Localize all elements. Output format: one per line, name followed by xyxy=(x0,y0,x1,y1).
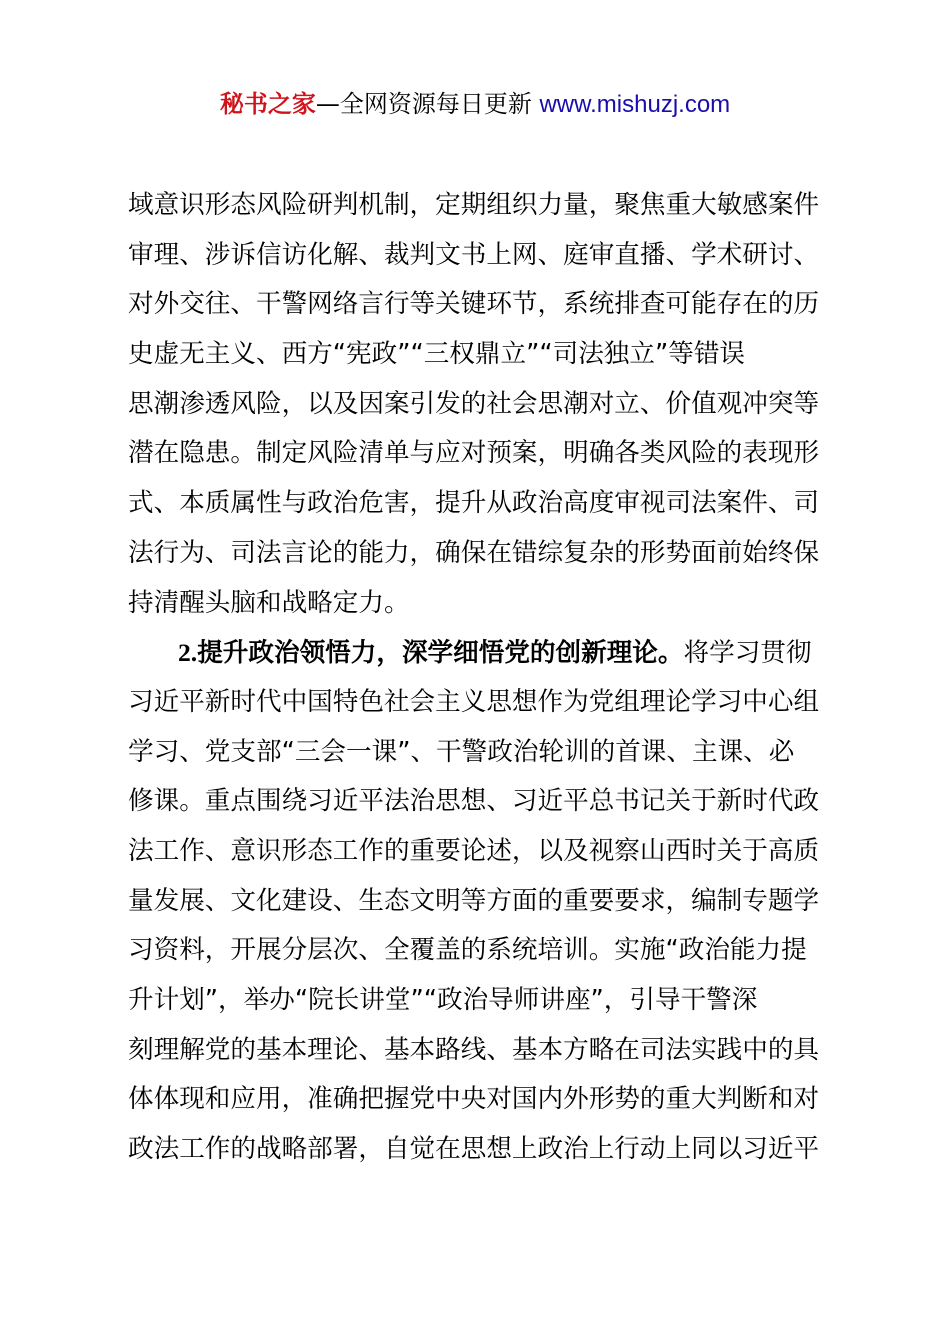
section-heading: 提升政治领悟力，深学细悟党的创新理论。 xyxy=(197,638,684,669)
text-line: 法工作、意识形态工作的重要论述，以及视察山西时关于高质 xyxy=(128,835,820,866)
section-number: 2. xyxy=(178,638,198,668)
paragraph-heading-line xyxy=(128,628,838,678)
text-line: 持清醒头脑和战略定力。 xyxy=(128,587,410,618)
text-line: 政法工作的战略部署，自觉在思想上政治上行动上同以习近平 xyxy=(128,1134,820,1165)
text-line: 潜在隐患。制定风险清单与应对预案，明确各类风险的表现形 xyxy=(128,438,820,469)
text-line: 思潮渗透风险，以及因案引发的社会思潮对立、价值观冲突等 xyxy=(128,388,820,419)
text-line: 法行为、司法言论的能力，确保在错综复杂的形势面前始终保 xyxy=(128,537,820,568)
header-tagline: —全网资源每日更新 xyxy=(315,90,540,118)
text-line: 量发展、文化建设、生态文明等方面的重要要求，编制专题学 xyxy=(128,885,820,916)
text-line: 修课。重点围绕习近平法治思想、习近平总书记关于新时代政 xyxy=(128,786,820,817)
site-header xyxy=(0,86,950,123)
paragraph-1 xyxy=(128,181,838,628)
paragraph-2 xyxy=(128,628,838,1175)
site-url-link[interactable]: www.mishuzj.com xyxy=(539,91,731,118)
text-line: 升计划”，举办“院长讲堂”“政治导师讲座”，引导干警深 xyxy=(128,985,758,1015)
text-line: 史虚无主义、西方“宪政”“三权鼎立”“司法独立”等错误 xyxy=(128,339,746,370)
text-line: 对外交往、干警网络言行等关键环节，系统排查可能存在的历 xyxy=(128,289,820,320)
text-line: 域意识形态风险研判机制，定期组织力量，聚焦重大敏感案件 xyxy=(128,190,820,220)
text-line: 学习、党支部“三会一课”、干警政治轮训的首课、主课、必 xyxy=(128,736,795,767)
text-run: 将学习贯彻 xyxy=(683,638,812,669)
brand-name: 秘书之家 xyxy=(219,90,316,118)
document-body xyxy=(128,181,838,1175)
text-line: 刻理解党的基本理论、基本路线、基本方略在司法实践中的具 xyxy=(128,1034,820,1065)
text-line: 习近平新时代中国特色社会主义思想作为党组理论学习中心组 xyxy=(128,686,820,717)
text-line: 式、本质属性与政治危害，提升从政治高度审视司法案件、司 xyxy=(128,488,820,519)
text-line: 审理、涉诉信访化解、裁判文书上网、庭审直播、学术研讨、 xyxy=(128,239,820,270)
text-line: 习资料，开展分层次、全覆盖的系统培训。实施“政治能力提 xyxy=(128,935,807,966)
text-line: 体体现和应用，准确把握党中央对国内外形势的重大判断和对 xyxy=(128,1084,820,1115)
